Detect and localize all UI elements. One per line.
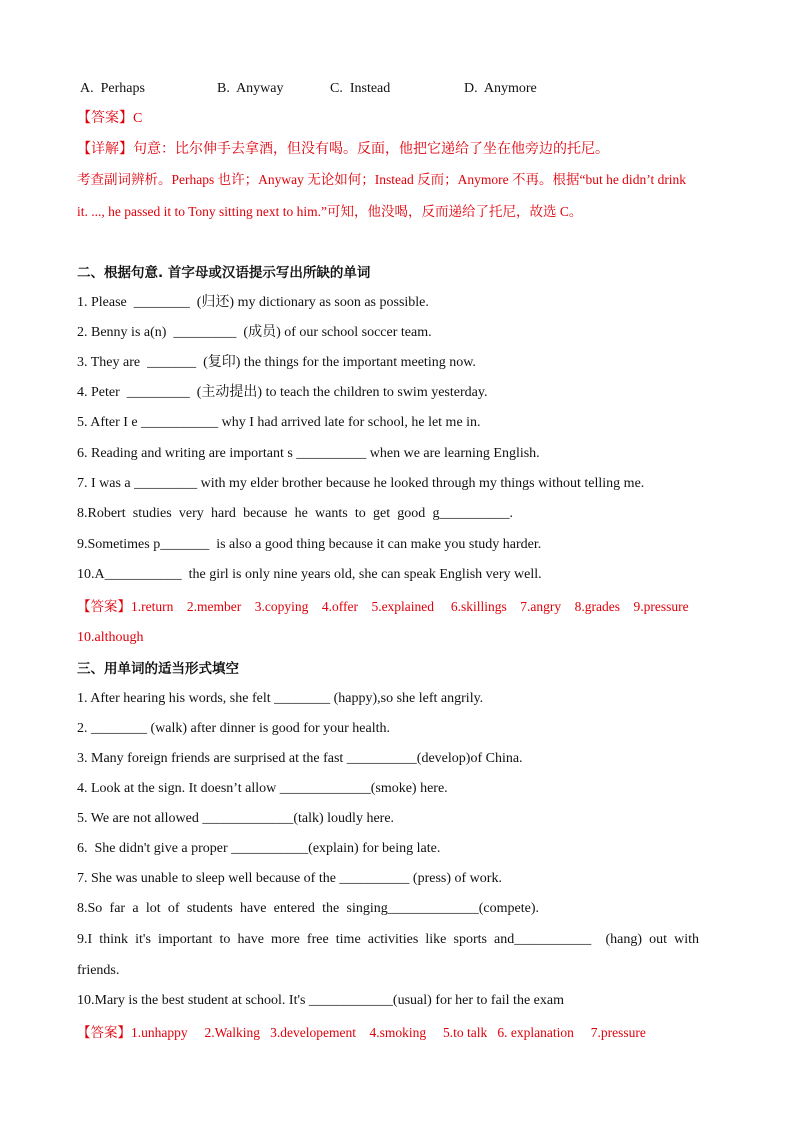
exercise-item: 4. Peter _________ (主动提出) to teach the children to swim yesterday.	[77, 385, 488, 400]
exercise-item: 1. Please ________ (归还) my dictionary as soon as possible.	[77, 295, 429, 310]
exercise-item: 10.Mary is the best student at school. It's ____________(usual) for her to fail the exam	[77, 993, 564, 1008]
exercise-item: 2. Benny is a(n) _________ (成员) of our school soccer team.	[77, 325, 432, 340]
option-a: A. Perhaps	[80, 81, 145, 96]
exercise-item: 1. After hearing his words, she felt ________ (happy),so she left angrily.	[77, 691, 484, 706]
explanation-line: it. ..., he passed it to Tony sitting next to him.”可知，他没喝，反而递给了托尼，故选 C。	[77, 204, 583, 219]
section-title: 三、用单词的适当形式填空	[77, 661, 239, 677]
exercise-item: 3. Many foreign friends are surprised at the fast __________(develop)of China.	[77, 751, 523, 766]
exercise-item: 8.So far a lot of students have entered the singing_____________(compete).	[77, 901, 539, 916]
section-title: 二、根据句意. 首字母或汉语提示写出所缺的单词	[77, 265, 371, 281]
exercise-item: 3. They are _______ (复印) the things for the important meeting now.	[77, 355, 476, 370]
exercise-item: 4. Look at the sign. It doesn’t allow _____________(smoke) here.	[77, 781, 448, 796]
answer-line: 【答案】1.unhappy 2.Walking 3.developement 4.smoking 5.to talk 6. explanation 7.pressure	[77, 1025, 646, 1040]
exercise-item: 6. Reading and writing are important s __________ when we are learning English.	[77, 446, 540, 461]
explanation-line: 考查副词辨析。Perhaps 也许；Anyway 无论如何；Instead 反而；Anymore 不再。根据“but he didn’t drink	[77, 172, 687, 187]
option-b: B. Anyway	[217, 81, 284, 96]
exercise-item: 9.Sometimes p_______ is also a good thing because it can make you study harder.	[77, 537, 542, 552]
exercise-item: 10.A___________ the girl is only nine years old, she can speak English very well.	[77, 567, 542, 582]
answer-line: 10.although	[77, 630, 144, 645]
exercise-item: 6. She didn't give a proper ___________(explain) for being late.	[77, 841, 441, 856]
answer-line: 【答案】1.return 2.member 3.copying 4.offer 5.explained 6.skillings 7.angry 8.grades 9.pressure	[77, 599, 689, 614]
exercise-item: friends.	[77, 963, 120, 978]
exercise-item: 7. I was a _________ with my elder brother because he looked through my things without telling me.	[77, 476, 645, 491]
exercise-item: 7. She was unable to sleep well because of the __________ (press) of work.	[77, 871, 502, 886]
exercise-item: 2. ________ (walk) after dinner is good for your health.	[77, 721, 390, 736]
option-d: D. Anymore	[464, 81, 537, 96]
exercise-item: 8.Robert studies very hard because he wants to get good g__________.	[77, 506, 513, 521]
explanation-line: 【详解】句意：比尔伸手去拿酒，但没有喝。反面，他把它递给了坐在他旁边的托尼。	[77, 142, 609, 157]
option-c: C. Instead	[330, 81, 391, 96]
exercise-item: 5. After I e ___________ why I had arrived late for school, he let me in.	[77, 415, 481, 430]
answer-label: 【答案】C	[77, 111, 143, 126]
exercise-item: 5. We are not allowed _____________(talk) loudly here.	[77, 811, 395, 826]
exercise-item: 9.I think it's important to have more free time activities like sports and___________ (hang) out with	[77, 932, 699, 947]
